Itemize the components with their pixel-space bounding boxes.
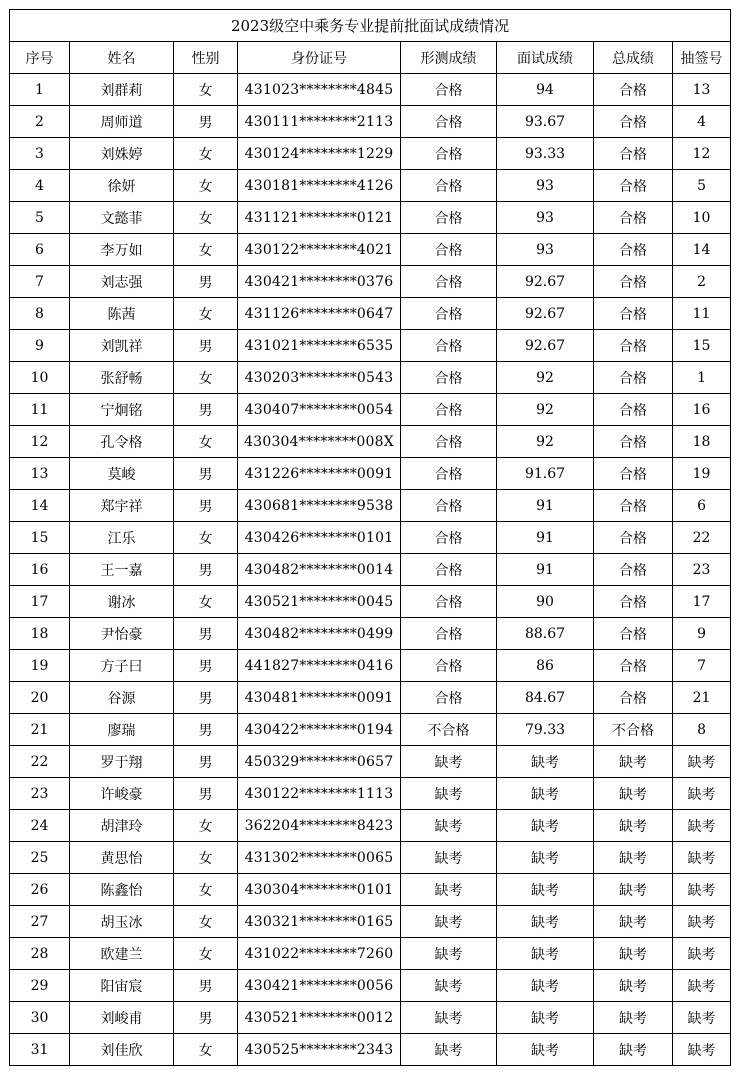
cell-interview-score: 92.67: [497, 330, 594, 362]
cell-total-result: 合格: [594, 74, 673, 106]
cell-interview-score: 缺考: [497, 842, 594, 874]
title-row: [10, 10, 731, 42]
table-row: [10, 714, 731, 746]
table-row: [10, 906, 731, 938]
cell-draw-number: 缺考: [673, 810, 731, 842]
table-row: [10, 298, 731, 330]
cell-draw-number: 缺考: [673, 842, 731, 874]
cell-name: 黄思怡: [70, 842, 174, 874]
cell-gender: 男: [174, 1002, 238, 1034]
cell-gender: 女: [174, 874, 238, 906]
cell-gender: 女: [174, 906, 238, 938]
table-row: [10, 618, 731, 650]
cell-total-result: 缺考: [594, 746, 673, 778]
cell-id-number: 431021********6535: [238, 330, 401, 362]
cell-interview-score: 缺考: [497, 970, 594, 1002]
table-row: [10, 586, 731, 618]
cell-name: 刘凯祥: [70, 330, 174, 362]
cell-id-number: 430122********1113: [238, 778, 401, 810]
cell-draw-number: 13: [673, 74, 731, 106]
cell-draw-number: 缺考: [673, 906, 731, 938]
cell-id-number: 430482********0499: [238, 618, 401, 650]
cell-interview-score: 缺考: [497, 1034, 594, 1066]
cell-gender: 男: [174, 650, 238, 682]
cell-id-number: 431023********4845: [238, 74, 401, 106]
cell-draw-number: 6: [673, 490, 731, 522]
cell-interview-score: 92.67: [497, 266, 594, 298]
cell-name: 尹怡豪: [70, 618, 174, 650]
cell-gender: 男: [174, 682, 238, 714]
cell-interview-score: 92: [497, 394, 594, 426]
cell-id-number: 430525********2343: [238, 1034, 401, 1066]
cell-index: 19: [10, 650, 70, 682]
cell-name: 方子曰: [70, 650, 174, 682]
cell-id-number: 430521********0012: [238, 1002, 401, 1034]
cell-name: 阳宙宸: [70, 970, 174, 1002]
cell-id-number: 430321********0165: [238, 906, 401, 938]
cell-id-number: 450329********0657: [238, 746, 401, 778]
cell-interview-score: 79.33: [497, 714, 594, 746]
table-row: [10, 458, 731, 490]
cell-draw-number: 10: [673, 202, 731, 234]
cell-gender: 男: [174, 970, 238, 1002]
cell-id-number: 362204********8423: [238, 810, 401, 842]
table-row: [10, 170, 731, 202]
cell-interview-score: 88.67: [497, 618, 594, 650]
cell-id-number: 430521********0045: [238, 586, 401, 618]
cell-name: 李万如: [70, 234, 174, 266]
cell-total-result: 缺考: [594, 842, 673, 874]
cell-name: 谷源: [70, 682, 174, 714]
cell-physical-test: 合格: [401, 554, 497, 586]
cell-gender: 女: [174, 138, 238, 170]
cell-interview-score: 92: [497, 362, 594, 394]
cell-interview-score: 92: [497, 426, 594, 458]
cell-gender: 男: [174, 490, 238, 522]
cell-gender: 男: [174, 330, 238, 362]
cell-name: 刘姝婷: [70, 138, 174, 170]
cell-index: 9: [10, 330, 70, 362]
cell-interview-score: 缺考: [497, 778, 594, 810]
cell-gender: 女: [174, 938, 238, 970]
cell-physical-test: 合格: [401, 490, 497, 522]
cell-name: 文懿菲: [70, 202, 174, 234]
cell-interview-score: 缺考: [497, 874, 594, 906]
cell-total-result: 合格: [594, 266, 673, 298]
cell-index: 10: [10, 362, 70, 394]
cell-physical-test: 缺考: [401, 970, 497, 1002]
cell-physical-test: 合格: [401, 234, 497, 266]
cell-index: 6: [10, 234, 70, 266]
cell-total-result: 合格: [594, 618, 673, 650]
cell-index: 29: [10, 970, 70, 1002]
cell-physical-test: 合格: [401, 394, 497, 426]
cell-total-result: 合格: [594, 234, 673, 266]
cell-total-result: 合格: [594, 138, 673, 170]
cell-index: 7: [10, 266, 70, 298]
cell-interview-score: 93.33: [497, 138, 594, 170]
cell-draw-number: 12: [673, 138, 731, 170]
cell-interview-score: 91: [497, 490, 594, 522]
cell-interview-score: 90: [497, 586, 594, 618]
cell-physical-test: 合格: [401, 426, 497, 458]
cell-physical-test: 合格: [401, 682, 497, 714]
cell-total-result: 合格: [594, 458, 673, 490]
cell-id-number: 431022********7260: [238, 938, 401, 970]
cell-gender: 女: [174, 202, 238, 234]
cell-total-result: 合格: [594, 426, 673, 458]
cell-id-number: 430181********4126: [238, 170, 401, 202]
header-row: [10, 42, 731, 74]
cell-total-result: 不合格: [594, 714, 673, 746]
cell-interview-score: 91.67: [497, 458, 594, 490]
cell-gender: 男: [174, 266, 238, 298]
cell-id-number: 430111********2113: [238, 106, 401, 138]
cell-total-result: 缺考: [594, 1002, 673, 1034]
cell-physical-test: 缺考: [401, 842, 497, 874]
cell-physical-test: 缺考: [401, 938, 497, 970]
cell-total-result: 合格: [594, 362, 673, 394]
table-row: [10, 202, 731, 234]
cell-draw-number: 23: [673, 554, 731, 586]
cell-total-result: 合格: [594, 170, 673, 202]
cell-index: 3: [10, 138, 70, 170]
header-id-number: 身份证号: [238, 42, 401, 74]
cell-gender: 女: [174, 234, 238, 266]
table-row: [10, 682, 731, 714]
cell-total-result: 合格: [594, 522, 673, 554]
cell-physical-test: 合格: [401, 170, 497, 202]
cell-index: 24: [10, 810, 70, 842]
cell-interview-score: 缺考: [497, 810, 594, 842]
cell-physical-test: 合格: [401, 330, 497, 362]
cell-id-number: 431302********0065: [238, 842, 401, 874]
cell-name: 欧建兰: [70, 938, 174, 970]
cell-draw-number: 缺考: [673, 874, 731, 906]
cell-index: 2: [10, 106, 70, 138]
table-row: [10, 778, 731, 810]
cell-name: 张舒畅: [70, 362, 174, 394]
cell-physical-test: 合格: [401, 650, 497, 682]
cell-name: 王一嘉: [70, 554, 174, 586]
cell-id-number: 430304********008X: [238, 426, 401, 458]
cell-gender: 女: [174, 298, 238, 330]
cell-interview-score: 缺考: [497, 1002, 594, 1034]
table-row: [10, 490, 731, 522]
cell-interview-score: 91: [497, 554, 594, 586]
cell-interview-score: 93: [497, 170, 594, 202]
table-row: [10, 938, 731, 970]
cell-gender: 女: [174, 842, 238, 874]
cell-name: 刘佳欣: [70, 1034, 174, 1066]
cell-index: 8: [10, 298, 70, 330]
results-table: [9, 9, 731, 1066]
cell-gender: 女: [174, 522, 238, 554]
cell-interview-score: 86: [497, 650, 594, 682]
header-physical-test: 形测成绩: [401, 42, 497, 74]
cell-gender: 女: [174, 426, 238, 458]
cell-index: 15: [10, 522, 70, 554]
cell-index: 28: [10, 938, 70, 970]
cell-total-result: 缺考: [594, 810, 673, 842]
cell-total-result: 合格: [594, 330, 673, 362]
cell-total-result: 缺考: [594, 906, 673, 938]
cell-interview-score: 93: [497, 202, 594, 234]
cell-name: 罗于翔: [70, 746, 174, 778]
cell-gender: 男: [174, 746, 238, 778]
cell-index: 17: [10, 586, 70, 618]
cell-gender: 男: [174, 106, 238, 138]
table-row: [10, 874, 731, 906]
cell-id-number: 430421********0056: [238, 970, 401, 1002]
cell-name: 谢冰: [70, 586, 174, 618]
cell-physical-test: 合格: [401, 106, 497, 138]
cell-physical-test: 合格: [401, 618, 497, 650]
cell-draw-number: 缺考: [673, 1034, 731, 1066]
cell-draw-number: 2: [673, 266, 731, 298]
cell-draw-number: 缺考: [673, 970, 731, 1002]
cell-total-result: 合格: [594, 650, 673, 682]
table-row: [10, 362, 731, 394]
cell-physical-test: 缺考: [401, 874, 497, 906]
table-row: [10, 746, 731, 778]
cell-draw-number: 缺考: [673, 778, 731, 810]
cell-draw-number: 7: [673, 650, 731, 682]
cell-interview-score: 84.67: [497, 682, 594, 714]
cell-interview-score: 91: [497, 522, 594, 554]
table-row: [10, 74, 731, 106]
cell-draw-number: 11: [673, 298, 731, 330]
cell-name: 刘峻甫: [70, 1002, 174, 1034]
cell-interview-score: 缺考: [497, 746, 594, 778]
cell-draw-number: 19: [673, 458, 731, 490]
cell-id-number: 430124********1229: [238, 138, 401, 170]
cell-id-number: 441827********0416: [238, 650, 401, 682]
cell-id-number: 431121********0121: [238, 202, 401, 234]
cell-index: 1: [10, 74, 70, 106]
cell-index: 30: [10, 1002, 70, 1034]
cell-id-number: 430407********0054: [238, 394, 401, 426]
cell-interview-score: 93: [497, 234, 594, 266]
cell-name: 刘志强: [70, 266, 174, 298]
cell-gender: 女: [174, 362, 238, 394]
table-row: [10, 266, 731, 298]
cell-index: 27: [10, 906, 70, 938]
cell-total-result: 合格: [594, 586, 673, 618]
header-total-result: 总成绩: [594, 42, 673, 74]
cell-id-number: 430482********0014: [238, 554, 401, 586]
cell-gender: 男: [174, 394, 238, 426]
table-row: [10, 650, 731, 682]
cell-draw-number: 缺考: [673, 938, 731, 970]
cell-index: 18: [10, 618, 70, 650]
cell-id-number: 430426********0101: [238, 522, 401, 554]
cell-gender: 男: [174, 618, 238, 650]
table-title: 2023级空中乘务专业提前批面试成绩情况: [10, 10, 731, 42]
cell-total-result: 合格: [594, 394, 673, 426]
cell-index: 12: [10, 426, 70, 458]
cell-name: 胡玉冰: [70, 906, 174, 938]
cell-draw-number: 22: [673, 522, 731, 554]
cell-draw-number: 17: [673, 586, 731, 618]
table-row: [10, 138, 731, 170]
table-row: [10, 106, 731, 138]
cell-draw-number: 15: [673, 330, 731, 362]
cell-name: 胡津玲: [70, 810, 174, 842]
cell-index: 23: [10, 778, 70, 810]
cell-name: 周师道: [70, 106, 174, 138]
cell-draw-number: 18: [673, 426, 731, 458]
cell-draw-number: 缺考: [673, 746, 731, 778]
cell-name: 郑宇祥: [70, 490, 174, 522]
cell-id-number: 430681********9538: [238, 490, 401, 522]
cell-total-result: 合格: [594, 106, 673, 138]
cell-name: 徐妍: [70, 170, 174, 202]
cell-gender: 男: [174, 458, 238, 490]
cell-physical-test: 合格: [401, 138, 497, 170]
cell-draw-number: 21: [673, 682, 731, 714]
cell-name: 陈鑫怡: [70, 874, 174, 906]
cell-physical-test: 缺考: [401, 1002, 497, 1034]
cell-gender: 男: [174, 554, 238, 586]
cell-physical-test: 合格: [401, 586, 497, 618]
table-body: [10, 74, 731, 1066]
cell-name: 廖瑞: [70, 714, 174, 746]
cell-physical-test: 缺考: [401, 746, 497, 778]
cell-index: 31: [10, 1034, 70, 1066]
cell-name: 宁炯铭: [70, 394, 174, 426]
cell-id-number: 431226********0091: [238, 458, 401, 490]
cell-physical-test: 缺考: [401, 778, 497, 810]
table-row: [10, 970, 731, 1002]
cell-id-number: 430421********0376: [238, 266, 401, 298]
cell-physical-test: 合格: [401, 74, 497, 106]
cell-id-number: 431126********0647: [238, 298, 401, 330]
cell-total-result: 合格: [594, 298, 673, 330]
cell-interview-score: 缺考: [497, 906, 594, 938]
table-row: [10, 394, 731, 426]
cell-draw-number: 16: [673, 394, 731, 426]
cell-gender: 女: [174, 810, 238, 842]
cell-total-result: 缺考: [594, 938, 673, 970]
cell-interview-score: 缺考: [497, 938, 594, 970]
cell-index: 21: [10, 714, 70, 746]
header-gender: 性别: [174, 42, 238, 74]
cell-interview-score: 92.67: [497, 298, 594, 330]
cell-name: 陈茜: [70, 298, 174, 330]
cell-physical-test: 合格: [401, 522, 497, 554]
cell-interview-score: 93.67: [497, 106, 594, 138]
table-row: [10, 842, 731, 874]
cell-gender: 女: [174, 170, 238, 202]
cell-total-result: 缺考: [594, 970, 673, 1002]
cell-physical-test: 合格: [401, 298, 497, 330]
cell-total-result: 缺考: [594, 874, 673, 906]
cell-draw-number: 9: [673, 618, 731, 650]
cell-physical-test: 合格: [401, 362, 497, 394]
cell-index: 25: [10, 842, 70, 874]
cell-physical-test: 缺考: [401, 810, 497, 842]
cell-total-result: 合格: [594, 554, 673, 586]
cell-draw-number: 8: [673, 714, 731, 746]
header-index: 序号: [10, 42, 70, 74]
cell-id-number: 430481********0091: [238, 682, 401, 714]
cell-gender: 女: [174, 586, 238, 618]
cell-index: 22: [10, 746, 70, 778]
cell-index: 5: [10, 202, 70, 234]
cell-physical-test: 缺考: [401, 906, 497, 938]
cell-index: 4: [10, 170, 70, 202]
cell-physical-test: 不合格: [401, 714, 497, 746]
cell-physical-test: 合格: [401, 458, 497, 490]
cell-index: 26: [10, 874, 70, 906]
header-name: 姓名: [70, 42, 174, 74]
cell-interview-score: 94: [497, 74, 594, 106]
table-row: [10, 234, 731, 266]
cell-draw-number: 4: [673, 106, 731, 138]
cell-name: 莫峻: [70, 458, 174, 490]
header-interview-score: 面试成绩: [497, 42, 594, 74]
cell-name: 刘群莉: [70, 74, 174, 106]
cell-total-result: 合格: [594, 202, 673, 234]
cell-physical-test: 缺考: [401, 1034, 497, 1066]
cell-physical-test: 合格: [401, 266, 497, 298]
cell-draw-number: 5: [673, 170, 731, 202]
cell-draw-number: 1: [673, 362, 731, 394]
header-draw-number: 抽签号: [673, 42, 731, 74]
cell-id-number: 430422********0194: [238, 714, 401, 746]
cell-id-number: 430203********0543: [238, 362, 401, 394]
cell-index: 13: [10, 458, 70, 490]
table-row: [10, 810, 731, 842]
cell-index: 11: [10, 394, 70, 426]
cell-gender: 男: [174, 778, 238, 810]
cell-index: 20: [10, 682, 70, 714]
cell-total-result: 合格: [594, 682, 673, 714]
table-row: [10, 1034, 731, 1066]
cell-name: 孔令格: [70, 426, 174, 458]
cell-index: 14: [10, 490, 70, 522]
cell-total-result: 缺考: [594, 778, 673, 810]
cell-id-number: 430304********0101: [238, 874, 401, 906]
table-row: [10, 1002, 731, 1034]
cell-name: 许峻豪: [70, 778, 174, 810]
cell-gender: 男: [174, 714, 238, 746]
cell-index: 16: [10, 554, 70, 586]
cell-name: 江乐: [70, 522, 174, 554]
cell-gender: 女: [174, 1034, 238, 1066]
cell-total-result: 合格: [594, 490, 673, 522]
cell-draw-number: 14: [673, 234, 731, 266]
cell-draw-number: 缺考: [673, 1002, 731, 1034]
table-row: [10, 330, 731, 362]
cell-gender: 女: [174, 74, 238, 106]
cell-total-result: 缺考: [594, 1034, 673, 1066]
table-row: [10, 522, 731, 554]
table-row: [10, 426, 731, 458]
cell-physical-test: 合格: [401, 202, 497, 234]
cell-id-number: 430122********4021: [238, 234, 401, 266]
table-row: [10, 554, 731, 586]
